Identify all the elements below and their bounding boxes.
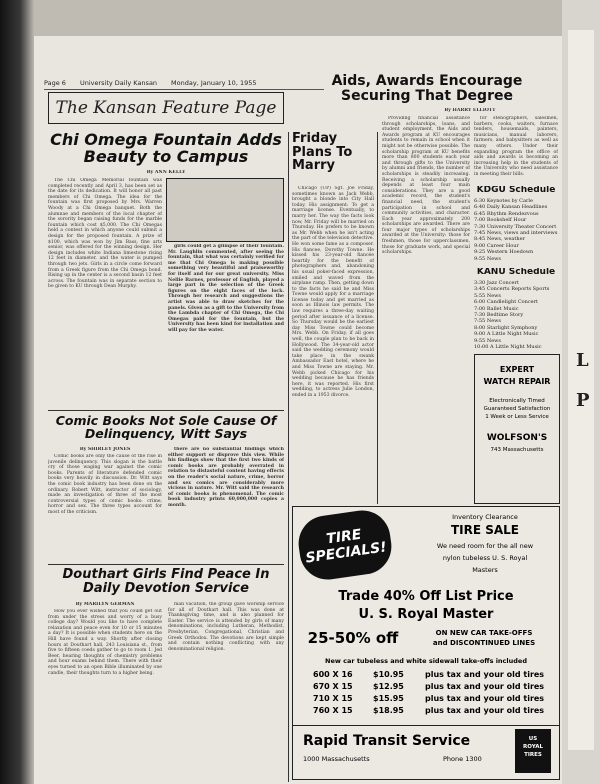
schedule-row: 6:30 Keynotes by Carle <box>474 198 533 204</box>
masters-line: Masters <box>472 566 498 574</box>
tire-price: $10.95 <box>373 670 404 679</box>
schedule-row: 7:30 University Theater Concert <box>474 223 557 230</box>
article-text: for stenographers, salesmen, barbers, cooks, waiters, furnace tenders, housemaids, painters, musicians, manual laborers, farmers, and babysitters as well as many others. Under their expanding program the office of aids and awards is becoming an increasing help in the students of the University who need assistance in meeting their bills. <box>474 116 558 177</box>
price-note: plus tax and your old tires <box>425 682 545 691</box>
tire-size: 760 X 15 <box>313 706 353 715</box>
kdgu-schedule-title: KDGU Schedule <box>476 186 556 195</box>
takeoffs-line: ON NEW CAR TAKE-OFFS <box>435 629 533 637</box>
chi-omega-headline: Chi Omega Fountain Adds Beauty to Campus <box>50 132 282 166</box>
feature-page-title: The Kansan Feature Page <box>55 98 277 118</box>
schedule-row: 3:45 Concerts Reports Sports <box>474 286 550 293</box>
price-note: plus tax and your old tires <box>425 694 545 703</box>
price-row <box>313 681 553 693</box>
ad-title: WATCH REPAIR <box>483 377 551 386</box>
ad-divider <box>293 725 559 726</box>
article-text: girls could get a glimpse of their fountain. Mr. Laughlin commented, after seeing the fountain, that what was certainly verified for me that Chi Omega is making possible something very beautiful and praiseworthy for itself and for our great university. Miss Nellie Barnes, professor of English, played a large part in the selection of the Greek figures on the eight faces of the lock. Through her research and suggestions the artist was able to draw sketches for the panels. Given as a gift to the University from the Lambda chapter of Chi Omega, the Chi Omegas paid for the fountain, but the University has been kind for installation and will pay for the water. <box>168 244 284 333</box>
aids-awards-article <box>382 116 470 502</box>
section-divider <box>48 564 284 565</box>
article-text: there are no substantial findings which either support or disprove this view. While his findings show that the first two kinds of comic books are probably overrated in relation to distasteful content having effects on the reader's social nature, crime, horror and sex comics are considerably more vicious in nature. Mr. Witt said the research of comic books is phenomenal. The comic book industry prints 60,000,000 copies a month. <box>168 447 284 508</box>
trade-offer: Trade 40% Off List Price <box>338 589 514 604</box>
douthart-headline: Douthart Girls Find Peace In Daily Devotion Service <box>62 568 270 596</box>
price-note: plus tax and your old tires <box>425 706 545 715</box>
scan-top-margin <box>34 0 562 36</box>
schedule-row: 8:45 News, weather <box>474 236 525 243</box>
tire-price: $15.95 <box>373 694 404 703</box>
article-text: Comic books are only the cause of the rise in juvenile delinquency. This slogan is the battle cry of those waging war against the comic books. Parents of literature defended comic books very heavily in discussion. Dr. Witt says the comic book industry has been done on the ordinary. Robert Witt, instructor of sociology, made an investigation of three of the most controversial types of comic books: crime, horror and sex. The three types account for most of the criticism. <box>48 454 162 515</box>
schedule-row: 9:55 News <box>474 337 501 344</box>
article-text: How you ever wished that you could get out from under the stress and worry of a busy college day? Would you like to have complete relaxation and peace even for 10 or 15 minutes a day? It is possible when students here on the Hill have found a way. Shortly after closing hours at Douthart hall, 243 Louisiana st., from five to fifteen coeds gather to go to room 1. Jed Beer, hearing thoughts of chemistry problems and hour exams behind them. There with their eyes turned to an open Bible illuminated by one candle, their thoughts turn to a higher being. <box>48 609 162 676</box>
schedule-row: 7:00 Bookshelf Hour <box>474 217 527 224</box>
fountain-photo-placeholder <box>166 178 284 242</box>
tire-price: $18.95 <box>373 706 404 715</box>
ad-feature-line: Guaranteed Satisfaction <box>483 406 551 412</box>
aids-awards-headline: Aids, Awards Encourage Securing That Degree <box>331 74 523 104</box>
inventory-clearance: Inventory Clearance <box>452 513 518 521</box>
schedule-row: 3:30 Jazz Concert <box>474 280 519 286</box>
schedule-row: 9:00 A Little Night Music <box>474 331 539 338</box>
discontinued-line: and DISCONTINUED LINES <box>432 639 536 647</box>
tire-sale-title: TIRE SALE <box>450 523 520 537</box>
comic-books-article-continued <box>168 447 284 562</box>
price-note: plus tax and your old tires <box>425 670 545 679</box>
tire-sale-ad <box>292 506 560 780</box>
ad-feature-line: 1 Week or Less Service <box>485 414 549 420</box>
schedule-row: 9:25 Western Hoedown <box>474 249 534 256</box>
douthart-article <box>48 609 162 779</box>
company-name: Rapid Transit Service <box>303 733 471 749</box>
douthart-byline: By MARILYN GERMAN <box>75 602 135 607</box>
friday-headline: Friday Plans To Marry <box>292 132 353 173</box>
company-phone: Phone 1300 <box>443 755 482 763</box>
schedule-row: 6:45 Rhythm Rendezvous <box>474 210 539 217</box>
kanu-schedule-title: KANU Schedule <box>476 268 556 277</box>
chi-omega-article <box>48 178 162 406</box>
subhead: New car tubeless and white sidewall take-offs included <box>325 657 527 665</box>
kdgu-schedule-list <box>474 198 558 262</box>
newspaper-page <box>34 36 562 784</box>
adjacent-page-letter: L <box>576 350 589 371</box>
scan-left-edge <box>0 0 34 784</box>
article-text: The Chi Omega Memorial fountain was completed recently and April 3, has been set as the date for its dedication. It will honor all past members of Chi Omega. The idea for the fountain was first proposed by Mrs. Warren Woody at a Chi Omega banquet. Both the alumnae and members of the local chapter of the sorority began raising funds for the marble fountain which cost $5,000. The Chi Omegas held a contest in which anyone could submit a design for the proposed fountain. A prize of $100, which was won by Jim Bass, fine arts senior, was offered for the winning design. Her design includes white Indiana limestone rising 12 feet in diameter, and the water is pumped through two jets. Girls in a circle come forward from a Greek figure from the Chi Omega bond. Rising up in the center is a second basin 12 feet across. The fountain was in separate section to be given to KU through Dean Murphy. <box>48 178 162 290</box>
ad-title: EXPERT <box>499 365 535 374</box>
feature-page-banner <box>48 92 284 124</box>
adjacent-page-strip <box>568 30 594 750</box>
schedule-row: 6:40 Daily Kansan Headlines <box>474 204 548 211</box>
shop-name: WOLFSON'S <box>486 433 548 443</box>
schedule-row: 10:00 A Little Night Music <box>474 344 542 351</box>
column-rule <box>377 132 378 504</box>
adjacent-page-letter: P <box>576 390 590 411</box>
us-royal-tires-logo <box>515 729 551 773</box>
tire-size: 710 X 15 <box>313 694 353 703</box>
comic-books-headline: Comic Books Not Sole Cause Of Delinquency, Witt Says <box>55 414 277 441</box>
article-text: man vacation, the group gave worship service for all of Douthart hall. This was done at Thanksgiving time, and is also planned for Easter. The service is attended by girls of many denominations, including Lutheran, Methodist, Presbyterian, Congregational, Christian and Greek Orthodox. The devotions are kept simple and contain nothing conflicting with any denominational religion. <box>168 602 284 652</box>
nylon-line: nylon tubeless U. S. Royal <box>442 554 528 562</box>
discount-range: 25-50% off <box>307 629 399 647</box>
douthart-article-continued <box>168 602 284 779</box>
schedule-row: 9:55 News <box>474 255 501 262</box>
tire-size: 600 X 16 <box>313 670 353 679</box>
comic-books-article <box>48 454 162 562</box>
need-room-line: We need room for the all new <box>436 542 534 550</box>
chi-omega-byline: By ANN KELLY <box>146 170 186 175</box>
company-address: 1000 Massachusetts <box>303 755 370 763</box>
tire-specials-badge: TIRE SPECIALS! <box>295 507 395 583</box>
adjacent-page-edge <box>562 0 600 784</box>
schedule-row: 6:00 Candlelight Concert <box>474 299 539 306</box>
aids-awards-article-continued <box>474 116 558 182</box>
comic-books-byline: By SHIRLEY JONES <box>79 447 131 452</box>
page-folio <box>44 79 324 90</box>
section-divider <box>48 410 284 411</box>
article-text: Chicago (UP) Sgt. Joe Friday, sometimes known as Jack Webb, brought a blonde into City Hall today. His assignment: To get a marriage license. Eventually, to marry her. The way the facts look now, Mr. Friday will be married on Thursday. He prefers to be known as Mr. Webb when he isn't acting the part of the television detective. He won some fame as a composer. His fiancee, Dorothy Towne. He kissed his 23-year-old fiancée heartily for the benefit of photographers and, abandoning his usual poker-faced expression, smiled and waved from the airplane ramp. Then, getting down to the facts he said he and Miss Towne would apply for a marriage license today and get married as soon as Illinois law permits. The law requires a three-day waiting period after issuance of a license. So Thursday would be the earliest day Miss Towne could become Mrs. Webb. On Friday, if all goes well, the couple plan to be back in Hollywood. The 34-year-old actor said the wedding ceremony would take place in the swank Ambassador East hotel, where he and Miss Towne are staying. Mr. Webb picked Chicago for his wedding because he has friends here, it was reported. His first wedding, to actress Julie London, ended in a 1953 divorce. <box>292 186 374 398</box>
schedule-row: 5:55 News <box>474 292 501 299</box>
price-list <box>313 669 553 717</box>
shop-address: 743 Massachusetts <box>490 447 544 453</box>
issue-date: Monday, January 10, 1955 <box>171 79 257 87</box>
price-row <box>313 669 553 681</box>
page-number: Page 6 <box>44 79 66 87</box>
price-row <box>313 705 553 717</box>
schedule-row: 7:30 Bedtime Story <box>474 312 524 319</box>
article-text: Providing financial assistance through scholarships, loans, and student employment, the Aids and Awards program at KU encourages students to remain in school when it might not be otherwise possible. The scholarship program at KU benefits more than 800 students each year and through gifts to the University by alumni and friends, the number of scholarships is steadily increasing. Receiving a scholarship usually depends at least four main considerations. They are a good academic record, the student's financial need, the student's participation in school and community activities, and character. Each year approximately 200 scholarships are awarded. There are four major types of scholarships awarded at the University: those for freshmen, those for upperclassmen, those for graduate work, and special scholarships. <box>382 116 470 256</box>
watch-repair-ad <box>474 354 560 504</box>
schedule-row: 9:00 Career Hour <box>474 242 519 249</box>
schedule-row: 7:45 News, views and interviews <box>474 230 558 237</box>
kanu-schedule-list <box>474 280 558 350</box>
schedule-row: 7:55 News <box>474 318 501 325</box>
friday-article <box>292 186 374 502</box>
logo-line: US <box>528 736 538 742</box>
aids-awards-byline: By HARRY ELLIOTT <box>444 108 496 113</box>
chi-omega-article-continued <box>168 244 284 406</box>
schedule-row: 8:00 Starlight Symphony <box>474 324 538 331</box>
tire-size: 670 X 15 <box>313 682 353 691</box>
brand-line: U. S. Royal Master <box>358 607 494 622</box>
logo-line: ROYAL <box>523 744 543 750</box>
schedule-row: 7:00 Ballet Music <box>474 305 519 312</box>
price-row <box>313 693 553 705</box>
column-rule <box>288 132 289 782</box>
logo-line: TIRES <box>524 752 542 758</box>
tire-price: $12.95 <box>373 682 404 691</box>
paper-name: University Daily Kansan <box>79 79 158 87</box>
ad-feature-line: Electronically Timed <box>489 398 545 404</box>
ad-features <box>475 397 559 421</box>
